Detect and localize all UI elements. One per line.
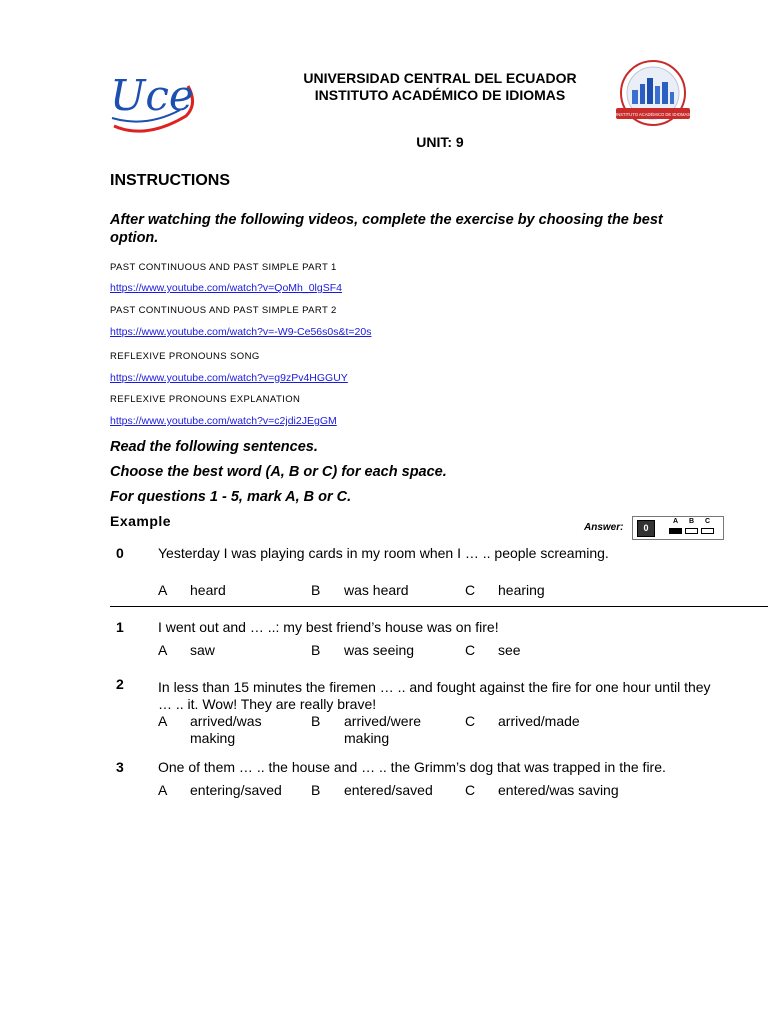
question-number-3: 3 [116,759,124,775]
option-text-1a[interactable]: saw [190,642,215,658]
answer-box [584,514,726,540]
video-label-2: PAST CONTINUOUS AND PAST SIMPLE PART 2 [110,305,337,316]
option-text-2c[interactable]: arrived/made [498,713,580,729]
example-label: Example [110,513,172,529]
intro-text: After watching the following videos, complete the exercise by choosing the best option. [110,212,663,246]
option-letter-1a: A [158,642,168,658]
video-label-3: REFLEXIVE PRONOUNS SONG [110,351,260,362]
video-link-4[interactable]: https://www.youtube.com/watch?v=c2jdi2JEgGM [110,415,337,427]
question-text-1: I went out and … ..: my best friend’s house was on fire! [158,619,499,635]
video-link-1[interactable]: https://www.youtube.com/watch?v=QoMh_0lgSF4 [110,282,342,294]
video-link-3[interactable]: https://www.youtube.com/watch?v=g9zPv4HGGUY [110,372,348,384]
option-text-1c[interactable]: see [498,642,521,658]
answer-label: Answer: [584,522,624,533]
answer-letter-b: B [689,518,695,525]
option-text-2b[interactable]: arrived/were making [344,713,422,746]
option-letter-3b: B [311,782,321,798]
video-link-2[interactable]: https://www.youtube.com/watch?v=-W9-Ce56s0s&t=20s [110,326,372,338]
option-letter-1c: C [465,642,476,658]
option-letter-3a: A [158,782,168,798]
example-divider [110,606,768,607]
answer-number: 0 [637,520,655,537]
question-number-0: 0 [116,545,124,561]
option-letter-2a: A [158,713,168,729]
direction-read: Read the following sentences. [110,439,318,455]
option-letter-0b: B [311,582,321,598]
question-text-0: Yesterday I was playing cards in my room when I … .. people screaming. [158,545,609,561]
uce-logo [106,66,198,138]
option-letter-0a: A [158,582,168,598]
answer-grid [632,516,724,540]
instructions-title: INSTRUCTIONS [110,172,230,189]
university-name: UNIVERSIDAD CENTRAL DEL ECUADOR [303,70,577,86]
option-text-3c[interactable]: entered/was saving [498,782,619,798]
answer-letter-c: C [705,518,711,525]
option-text-3a[interactable]: entering/saved [190,782,282,798]
answer-bubble-c [701,528,714,534]
option-text-0c[interactable]: hearing [498,582,545,598]
direction-mark: For questions 1 - 5, mark A, B or C. [110,489,352,505]
direction-choose: Choose the best word (A, B or C) for each space. [110,464,447,480]
option-text-0a[interactable]: heard [190,582,226,598]
answer-letter-a: A [673,518,679,525]
institute-name: INSTITUTO ACADÉMICO DE IDIOMAS [314,87,566,103]
answer-bubble-b [685,528,698,534]
question-number-2: 2 [116,676,124,692]
video-label-4: REFLEXIVE PRONOUNS EXPLANATION [110,394,301,405]
question-number-1: 1 [116,619,124,635]
seal-text: INSTITUTO ACADÉMICO DE IDIOMAS [615,112,691,117]
question-text-3: One of them … .. the house and … .. the Grimm’s dog that was trapped in the fire. [158,759,666,775]
option-letter-2c: C [465,713,476,729]
unit-label: UNIT: 9 [416,134,464,150]
institute-seal [614,60,692,130]
logo-left-text: Uce [110,71,194,120]
option-text-3b[interactable]: entered/saved [344,782,433,798]
option-letter-3c: C [465,782,476,798]
option-text-0b[interactable]: was heard [344,582,409,598]
answer-bubble-a-filled [669,528,682,534]
option-letter-0c: C [465,582,476,598]
option-text-2a[interactable]: arrived/was making [190,713,262,746]
option-letter-2b: B [311,713,321,729]
option-letter-1b: B [311,642,321,658]
question-text-2: In less than 15 minutes the firemen … .. and fought against the fire for one hour until they … .. it. Wow! They are really brave! [158,679,711,712]
video-label-1: PAST CONTINUOUS AND PAST SIMPLE PART 1 [110,262,337,273]
option-text-1b[interactable]: was seeing [344,642,415,658]
